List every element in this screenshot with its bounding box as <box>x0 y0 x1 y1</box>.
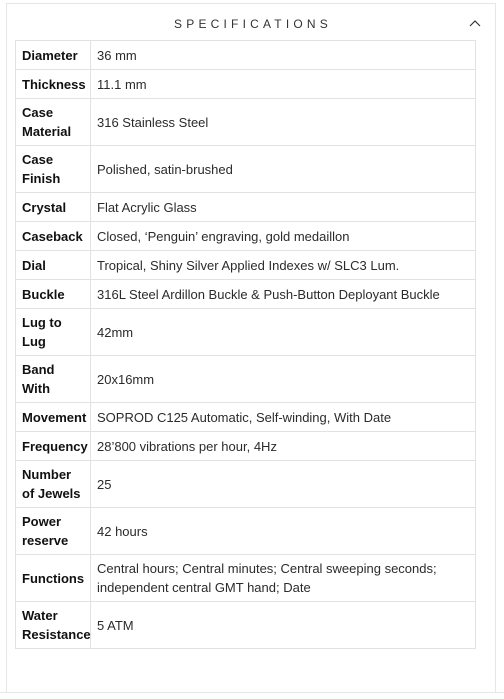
spec-value: 5 ATM <box>91 602 476 649</box>
spec-label: Crystal <box>16 193 91 222</box>
table-row <box>16 309 476 356</box>
spec-label: Diameter <box>16 41 91 70</box>
table-row <box>16 146 476 193</box>
spec-value: 25 <box>91 461 476 508</box>
spec-value: 28’800 vibrations per hour, 4Hz <box>91 432 476 461</box>
spec-label: Water Resistance <box>16 602 91 649</box>
spec-label: Functions <box>16 555 91 602</box>
spec-value: 11.1 mm <box>91 70 476 99</box>
table-row <box>16 99 476 146</box>
spec-value: Closed, ‘Penguin’ engraving, gold medaillon <box>91 222 476 251</box>
specifications-toggle[interactable] <box>7 4 495 44</box>
spec-value: Tropical, Shiny Silver Applied Indexes w/ SLC3 Lum. <box>91 251 476 280</box>
spec-label: Lug to Lug <box>16 309 91 356</box>
spec-label: Thickness <box>16 70 91 99</box>
table-row <box>16 555 476 602</box>
table-row <box>16 41 476 70</box>
chevron-up-icon[interactable] <box>469 19 481 27</box>
table-row <box>16 602 476 649</box>
spec-label: Case Material <box>16 99 91 146</box>
spec-label: Caseback <box>16 222 91 251</box>
specifications-table <box>15 40 476 649</box>
table-row <box>16 193 476 222</box>
section-title: SPECIFICATIONS <box>174 17 332 31</box>
table-row <box>16 251 476 280</box>
table-row <box>16 508 476 555</box>
table-row <box>16 280 476 309</box>
table-row <box>16 461 476 508</box>
table-row <box>16 222 476 251</box>
table-row <box>16 403 476 432</box>
spec-value: Polished, satin-brushed <box>91 146 476 193</box>
spec-value: 316L Steel Ardillon Buckle & Push-Button Deployant Buckle <box>91 280 476 309</box>
spec-value: SOPROD C125 Automatic, Self-winding, With Date <box>91 403 476 432</box>
table-row <box>16 70 476 99</box>
spec-value: Flat Acrylic Glass <box>91 193 476 222</box>
spec-value: 20x16mm <box>91 356 476 403</box>
spec-label: Dial <box>16 251 91 280</box>
spec-value: Central hours; Central minutes; Central sweeping seconds; independent central GMT hand; Date <box>91 555 476 602</box>
spec-label: Number of Jewels <box>16 461 91 508</box>
spec-value: 42 hours <box>91 508 476 555</box>
spec-value: 36 mm <box>91 41 476 70</box>
spec-value: 316 Stainless Steel <box>91 99 476 146</box>
spec-value: 42mm <box>91 309 476 356</box>
spec-label: Power reserve <box>16 508 91 555</box>
spec-label: Buckle <box>16 280 91 309</box>
table-row <box>16 356 476 403</box>
table-row <box>16 432 476 461</box>
spec-label: Movement <box>16 403 91 432</box>
spec-label: Case Finish <box>16 146 91 193</box>
spec-label: Frequency <box>16 432 91 461</box>
divider <box>0 692 504 693</box>
spec-label: Band With <box>16 356 91 403</box>
